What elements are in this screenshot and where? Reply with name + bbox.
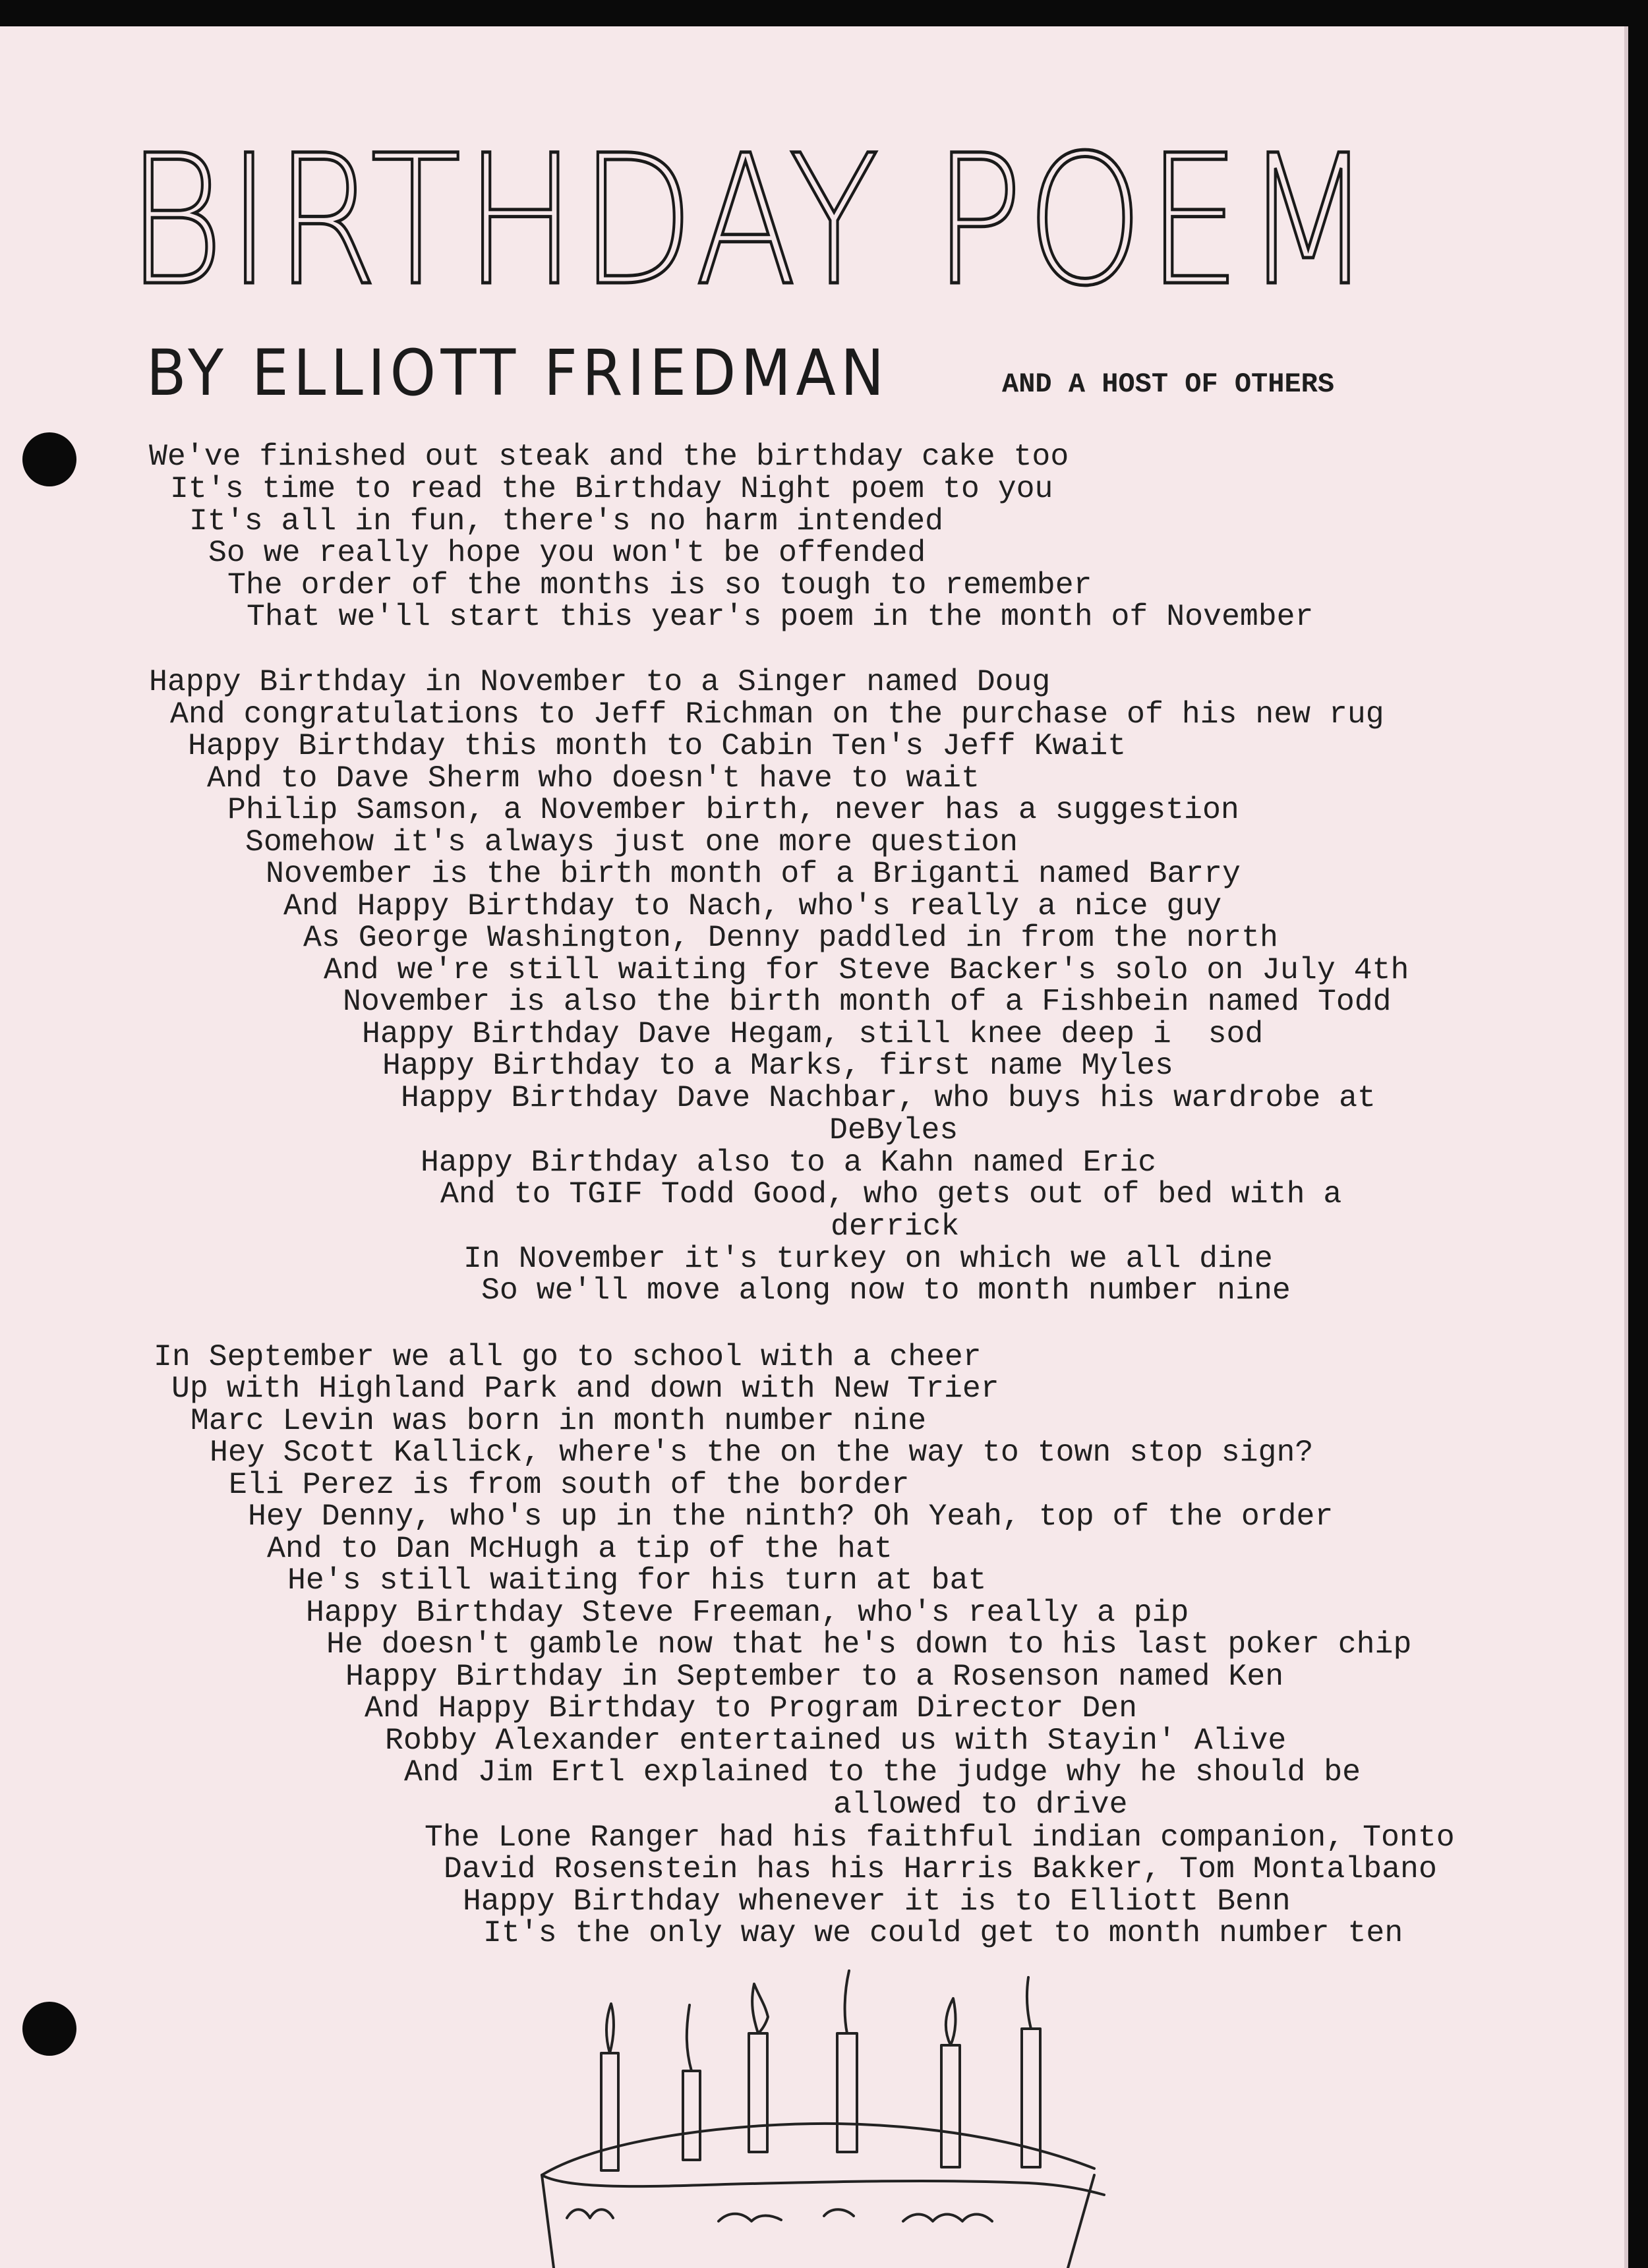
birthday-cake-drawing: [527, 1958, 1121, 2268]
poem-line: Happy Birthday Steve Freeman, who's really a pip: [306, 1595, 1189, 1630]
poem-line: Happy Birthday Dave Nachbar, who buys his wardrobe at: [401, 1080, 1376, 1115]
poem-line: So we really hope you won't be offended: [208, 535, 926, 570]
punch-hole: [22, 2002, 76, 2056]
poem-line: The Lone Ranger had his faithful indian companion, Tonto: [425, 1820, 1455, 1855]
poem-line: The order of the months is so tough to remember: [227, 567, 1092, 602]
author-byline: BY ELLIOTT FRIEDMAN: [146, 336, 889, 410]
poem-line: It's time to read the Birthday Night poem to you: [170, 471, 1053, 506]
poem-line: It's all in fun, there's no harm intended: [189, 504, 944, 538]
poem-line: derrick: [831, 1209, 960, 1244]
poem-line: Happy Birthday Dave Hegam, still knee deep i sod: [362, 1016, 1264, 1051]
poem-line: Happy Birthday whenever it is to Elliott Benn: [463, 1884, 1291, 1919]
poem-line: And congratulations to Jeff Richman on the purchase of his new rug: [170, 697, 1384, 732]
byline-note: AND A HOST OF OTHERS: [1002, 368, 1335, 400]
poem-line: Happy Birthday in November to a Singer named Doug: [149, 664, 1051, 699]
poem-line: And Happy Birthday to Nach, who's really a nice guy: [283, 888, 1222, 923]
poem-line: allowed to drive: [833, 1787, 1128, 1822]
poem-line: He doesn't gamble now that he's down to his last poker chip: [326, 1627, 1412, 1662]
page-title: BIRTHDAY POEM: [127, 117, 1376, 326]
poem-line: Happy Birthday this month to Cabin Ten's Jeff Kwait: [188, 728, 1127, 763]
poem-line: In September we all go to school with a cheer: [154, 1339, 982, 1374]
poem-line: As George Washington, Denny paddled in from the north: [303, 920, 1278, 955]
poem-line: Philip Samson, a November birth, never has a suggestion: [227, 792, 1239, 827]
punch-hole: [22, 432, 76, 486]
poem-line: And to Dave Sherm who doesn't have to wait: [207, 761, 980, 796]
poem-line: November is also the birth month of a Fishbein named Todd: [343, 984, 1392, 1019]
poem-line: November is the birth month of a Briganti named Barry: [266, 856, 1241, 891]
poem-line: Happy Birthday to a Marks, first name Myles: [382, 1048, 1173, 1083]
poem-line: We've finished out steak and the birthday cake too: [149, 439, 1069, 474]
poem-line: David Rosenstein has his Harris Bakker, Tom Montalbano: [444, 1851, 1437, 1886]
poem-line: DeByles: [829, 1113, 958, 1148]
poem-line: Marc Levin was born in month number nine: [191, 1403, 927, 1438]
poem-line: And Jim Ertl explained to the judge why he should be: [404, 1755, 1361, 1789]
poem-line: He's still waiting for his turn at bat: [287, 1563, 987, 1598]
poem-line: And to Dan McHugh a tip of the hat: [267, 1531, 893, 1566]
poem-line: Happy Birthday in September to a Rosenson named Ken: [345, 1659, 1284, 1694]
poem-line: Hey Denny, who's up in the ninth? Oh Yeah, top of the order: [248, 1499, 1334, 1534]
poem-line: And to TGIF Todd Good, who gets out of bed with a: [440, 1177, 1342, 1211]
poem-line: It's the only way we could get to month number ten: [483, 1915, 1403, 1950]
poem-line: That we'll start this year's poem in the month of November: [247, 599, 1314, 634]
poem-line: And Happy Birthday to Program Director Den: [365, 1691, 1137, 1726]
poem-line: Eli Perez is from south of the border: [229, 1467, 910, 1502]
poem-line: In November it's turkey on which we all dine: [463, 1241, 1273, 1276]
poem-line: And we're still waiting for Steve Backer's solo on July 4th: [324, 952, 1409, 987]
poem-line: Hey Scott Kallick, where's the on the way to town stop sign?: [210, 1435, 1314, 1470]
poem-line: Somehow it's always just one more question: [245, 825, 1018, 859]
poem-line: So we'll move along now to month number nine: [481, 1273, 1291, 1308]
poem-line: Robby Alexander entertained us with Stayin' Alive: [385, 1723, 1287, 1758]
poem-line: Up with Highland Park and down with New Trier: [171, 1371, 999, 1406]
poem-line: Happy Birthday also to a Kahn named Eric: [421, 1145, 1157, 1180]
